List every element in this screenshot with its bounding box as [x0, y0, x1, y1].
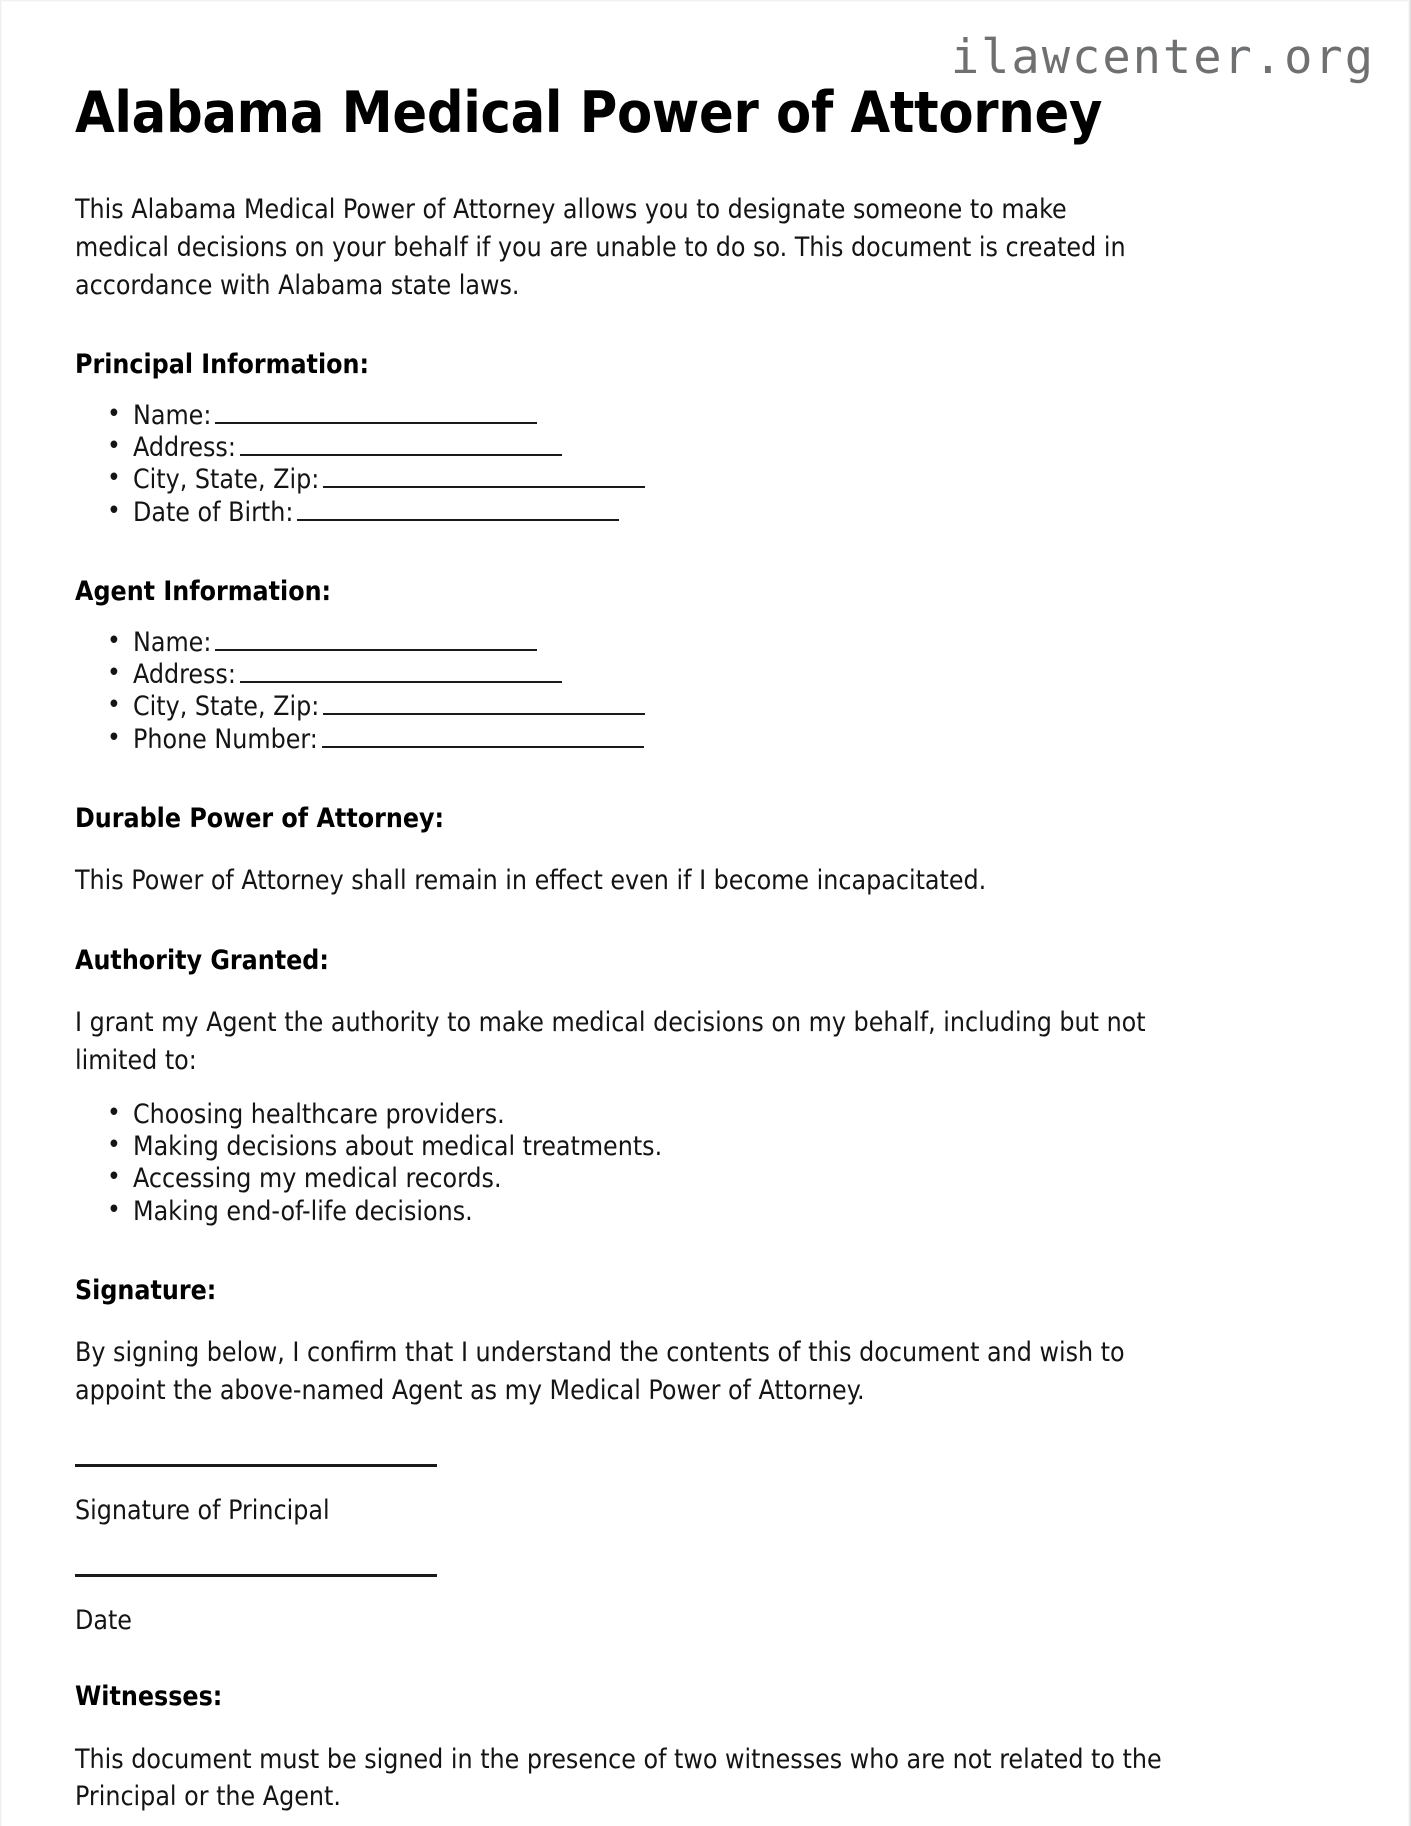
principal-field-list [75, 383, 1337, 527]
fill-in-line-agent-city-state-zip[interactable] [323, 694, 645, 715]
fill-in-line-principal-name[interactable] [215, 403, 537, 424]
agent-field-list [75, 610, 1337, 754]
durable-power-paragraph: This Power of Attorney shall remain in effect even if I become incapacitated. [75, 865, 987, 897]
signature-caption-date: Date [75, 1604, 132, 1636]
section-heading-principal-information: Principal Information: [75, 349, 370, 381]
fill-in-line-agent-phone-number[interactable] [322, 726, 644, 747]
section-heading-authority-granted: Authority Granted: [75, 944, 329, 976]
authority-granted-list [75, 1080, 1337, 1226]
list-item: • Accessing my medical records. [75, 1165, 1337, 1193]
witnesses-paragraph: This document must be signed in the presence of two witnesses who are not related to the Principal or the Agent. [75, 1743, 1162, 1813]
authority-granted-paragraph: I grant my Agent the authority to make medical decisions on my behalf, including but not limited to: [75, 1007, 1146, 1077]
signature-date-block [75, 1527, 1337, 1637]
field-label: Date of Birth: [133, 496, 294, 528]
field-row-agent-phone-number [75, 723, 1337, 755]
field-row-agent-city-state-zip [75, 693, 1337, 721]
fill-in-line-principal-city-state-zip[interactable] [323, 467, 645, 488]
document-body [75, 0, 1337, 1816]
page-edge-left [0, 0, 2, 1826]
field-label: Name: [133, 626, 212, 658]
field-row-principal-address [75, 434, 1337, 462]
signature-caption-principal: Signature of Principal [75, 1494, 330, 1526]
fill-in-line-agent-address[interactable] [240, 662, 562, 683]
field-label: Name: [133, 399, 212, 431]
field-label: Address: [133, 658, 236, 690]
section-heading-durable-power-of-attorney: Durable Power of Attorney: [75, 802, 445, 834]
section-heading-agent-information: Agent Information: [75, 576, 332, 608]
intro-paragraph: This Alabama Medical Power of Attorney allows you to designate someone to make medical decisions on your behalf if you are unable to do so. This document is created in accordance with Alabama state laws. [75, 194, 1126, 301]
document-title: Alabama Medical Power of Attorney [75, 80, 1103, 146]
section-heading-witnesses: Witnesses: [75, 1681, 223, 1713]
site-watermark: ilawcenter.org [950, 30, 1375, 85]
fill-in-line-principal-date-of-birth[interactable] [297, 500, 619, 521]
field-row-principal-date-of-birth [75, 496, 1337, 528]
field-row-agent-address [75, 658, 1337, 690]
field-row-principal-name [75, 399, 1337, 431]
field-row-principal-city-state-zip [75, 466, 1337, 494]
list-item: • Making end-of-life decisions. [75, 1198, 1337, 1226]
field-label: City, State, Zip: [133, 691, 320, 723]
fill-in-line-principal-address[interactable] [240, 435, 562, 456]
list-item: • Choosing healthcare providers. [75, 1101, 1337, 1129]
field-label: Phone Number: [133, 723, 318, 755]
signature-principal-block [75, 1410, 1337, 1527]
list-item: • Making decisions about medical treatments. [75, 1133, 1337, 1161]
field-label: Address: [133, 432, 236, 464]
section-heading-signature: Signature: [75, 1275, 217, 1307]
field-row-agent-name [75, 626, 1337, 658]
field-label: City, State, Zip: [133, 464, 320, 496]
fill-in-line-agent-name[interactable] [215, 629, 537, 650]
signature-paragraph: By signing below, I confirm that I understand the contents of this document and wish to appoint the above-named Agent as my Medical Power of Attorney. [75, 1337, 1125, 1407]
